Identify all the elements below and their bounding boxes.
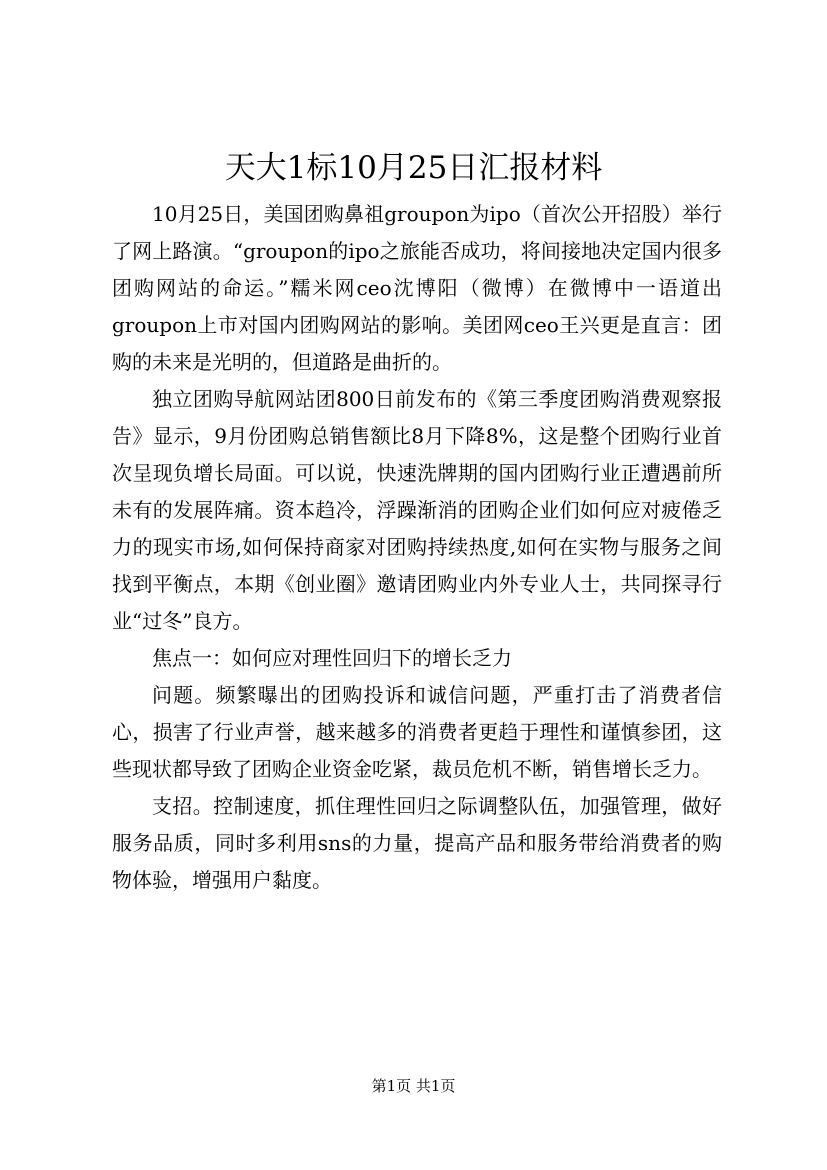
paragraph-solution: 支招。控制速度，抓住理性回归之际调整队伍，加强管理，做好服务品质，同时多利用sns的力量，提高产品和服务带给消费者的购物体验，增强用户黏度。 — [112, 794, 722, 892]
paragraph-focus-heading: 焦点一：如何应对理性回归下的增长乏力 — [152, 646, 512, 670]
document-body — [112, 196, 722, 899]
document-title: 天大1标10月25日汇报材料 — [224, 150, 603, 186]
paragraph-intro: 10月25日，美国团购鼻祖groupon为ipo（首次公开招股）举行了网上路演。“groupon的ipo之旅能否成功，将间接地决定国内很多团购网站的命运。”糯米网ceo沈博阳（微博）在微博中一语道出groupon上市对国内团购网站的影响。美团网ceo王兴更是直言：团购的未来是光明的，但道路是曲折的。 — [112, 202, 722, 374]
paragraph-report: 独立团购导航网站团800日前发布的《第三季度团购消费观察报告》显示，9月份团购总销售额比8月下降8%，这是整个团购行业首次呈现负增长局面。可以说，快速洗牌期的国内团购行业正遭遇前所未有的发展阵痛。资本趋冷，浮躁渐消的团购企业们如何应对疲倦乏力的现实市场,如何保持商家对团购持续热度,如何在实物与服务之间找到平衡点，本期《创业圈》邀请团购业内外专业人士，共同探寻行业“过冬”良方。 — [112, 387, 722, 633]
page-footer: 第1页 共1页 — [371, 1077, 456, 1095]
paragraph-problem: 问题。频繁曝出的团购投诉和诚信问题，严重打击了消费者信心，损害了行业声誉，越来越多的消费者更趋于理性和谨慎参团，这些现状都导致了团购企业资金吃紧，裁员危机不断，销售增长乏力。 — [112, 683, 722, 781]
